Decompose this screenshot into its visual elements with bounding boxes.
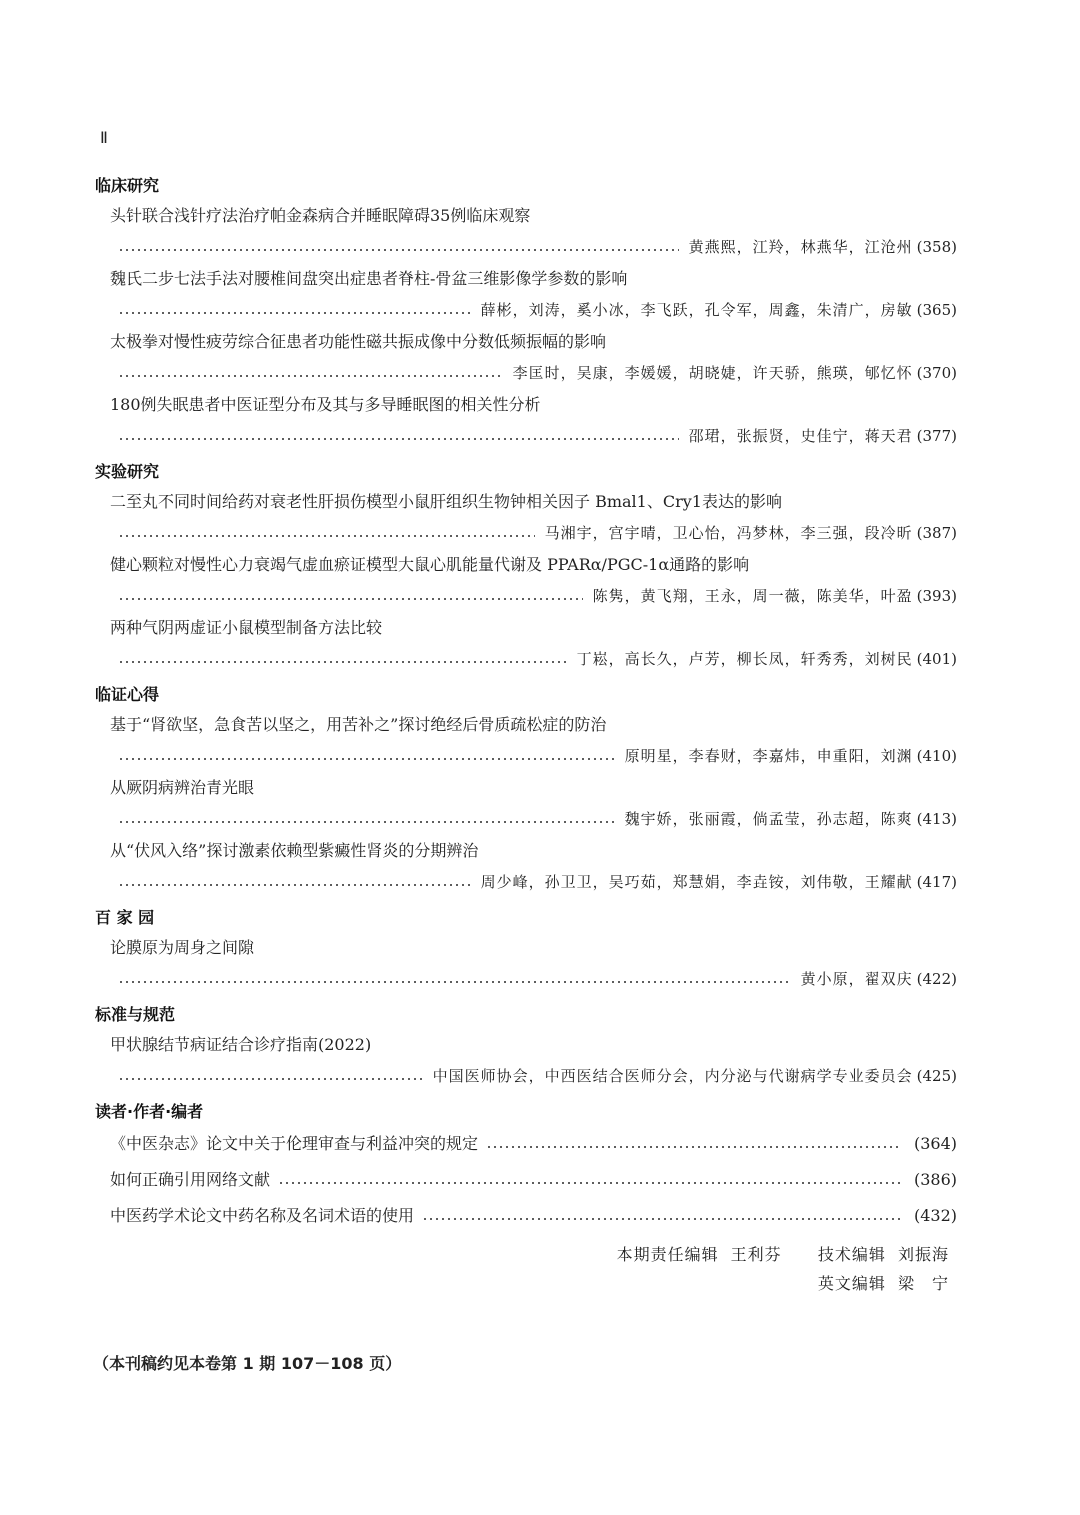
dot-leader [118,245,679,255]
section-clinical-research [95,172,957,452]
dot-leader [118,977,791,987]
entry-page: (365) [916,301,957,319]
dot-leader [118,594,583,604]
entry-authors: 邵珺，张振贤，史佳宁，蒋天君 [688,427,913,445]
dot-leader [422,1214,900,1224]
entry-page: (364) [913,1134,957,1153]
entry-page: (358) [916,238,957,256]
toc-entry[interactable] [110,326,957,389]
toc-entry[interactable] [110,549,957,612]
entry-title: 二至丸不同时间给药对衰老性肝损伤模型小鼠肝组织生物钟相关因子 Bmal1、Cry1表达的影响 [110,492,782,511]
section-title: 临床研究 [95,176,160,195]
entry-title: 健心颗粒对慢性心力衰竭气虚血瘀证模型大鼠心肌能量代谢及 PPARα/PGC-1α通路的影响 [110,555,750,574]
entry-title: 太极拳对慢性疲劳综合征患者功能性磁共振成像中分数低频振幅的影响 [110,332,607,351]
entry-title: 从厥阴病辨治青光眼 [110,778,255,797]
toc-entry[interactable] [110,1198,957,1234]
toc-entry[interactable] [110,263,957,326]
toc-entry[interactable] [110,932,957,995]
section-title: 读者·作者·编者 [95,1102,204,1121]
entry-title: 中医药学术论文中药名称及名词术语的使用 [110,1206,415,1225]
toc-entry[interactable] [110,709,957,772]
entry-title: 从“伏风入络”探讨激素依赖型紫癜性肾炎的分期辨治 [110,841,479,860]
section-title: 百 家 园 [95,908,155,927]
credits-line-2 [95,1269,949,1298]
toc-entry[interactable] [110,200,957,263]
dot-leader [118,308,471,318]
section-experimental-research [95,458,957,675]
entry-authors: 黄小原，翟双庆 [800,970,913,988]
entry-authors: 马湘宇，宫宇晴，卫心怡，冯梦林，李三强，段冷昕 [544,524,913,542]
toc-entry[interactable] [110,1126,957,1162]
credit-name: 王利芬 [730,1245,782,1264]
dot-leader [118,371,503,381]
credits-line-1 [95,1240,949,1269]
toc-entry[interactable] [110,486,957,549]
dot-leader [118,434,679,444]
entry-authors: 魏宇娇，张丽霞，倘孟莹，孙志超，陈爽 [624,810,913,828]
credit-label: 英文编辑 [817,1274,886,1293]
section-clinical-experience [95,681,957,898]
entry-page: (432) [913,1206,957,1225]
toc-entry[interactable] [110,1162,957,1198]
credit-name: 刘振海 [897,1245,949,1264]
dot-leader [118,817,615,827]
section-title: 标准与规范 [95,1005,176,1024]
dot-leader [118,657,567,667]
credit-label: 本期责任编辑 [616,1245,719,1264]
entry-page: (401) [916,650,957,668]
toc-entry[interactable] [110,835,957,898]
entry-title: 两种气阴两虚证小鼠模型制备方法比较 [110,618,383,637]
entry-title: 180例失眠患者中医证型分布及其与多导睡眠图的相关性分析 [110,395,541,414]
page-label: Ⅱ [100,130,109,147]
entry-title: 基于“肾欲坚，急食苦以坚之，用苦补之”探讨绝经后骨质疏松症的防治 [110,715,607,734]
entry-authors: 薛彬，刘涛，奚小冰，李飞跃，孔令军，周鑫，朱清广，房敏 [480,301,913,319]
section-title: 临证心得 [95,685,160,704]
entry-authors: 黄燕熙，江羚，林燕华，江沧州 [688,238,913,256]
credit-label: 技术编辑 [817,1245,886,1264]
entry-authors: 丁崧，高长久，卢芳，柳长凤，轩秀秀，刘树民 [576,650,913,668]
dot-leader [118,531,535,541]
submission-guide-note: （本刊稿约见本卷第 1 期 107－108 页） [93,1354,402,1373]
dot-leader [118,880,471,890]
entry-authors: 周少峰，孙卫卫，吴巧茹，郑慧娟，李垚铵，刘伟敬，王耀献 [480,873,913,891]
entry-title: 如何正确引用网络文献 [110,1170,271,1189]
entry-page: (425) [916,1067,957,1085]
entry-page: (387) [916,524,957,542]
entry-title: 魏氏二步七法手法对腰椎间盘突出症患者脊柱-骨盆三维影像学参数的影响 [110,269,628,288]
entry-page: (370) [916,364,957,382]
credit-name: 梁 宁 [897,1274,949,1293]
entry-page: (422) [916,970,957,988]
entry-page: (393) [916,587,957,605]
dot-leader [118,754,615,764]
entry-title: 甲状腺结节病证结合诊疗指南(2022) [110,1035,372,1054]
entry-title: 头针联合浅针疗法治疗帕金森病合并睡眠障碍35例临床观察 [110,206,531,225]
entry-title: 《中医杂志》论文中关于伦理审查与利益冲突的规定 [110,1134,479,1153]
entry-authors: 陈隽，黄飞翔，王永，周一薇，陈美华，叶盈 [592,587,913,605]
toc-entry[interactable] [110,772,957,835]
entry-title: 论膜原为周身之间隙 [110,938,255,957]
entry-page: (413) [916,810,957,828]
entry-page: (377) [916,427,957,445]
entry-authors: 原明星，李春财，李嘉炜，申重阳，刘渊 [624,747,913,765]
section-standards [95,1001,957,1092]
editor-credits [95,1240,957,1298]
entry-authors: 李匡时，吴康，李媛媛，胡晓婕，许天骄，熊瑛，郇忆怀 [512,364,913,382]
entry-page: (410) [916,747,957,765]
entry-page: (386) [913,1170,957,1189]
dot-leader [278,1178,900,1188]
dot-leader [486,1142,900,1152]
dot-leader [118,1074,423,1084]
section-forum [95,904,957,995]
section-title: 实验研究 [95,462,160,481]
table-of-contents [95,172,957,1298]
toc-entry[interactable] [110,389,957,452]
entry-authors: 中国医师协会，中西医结合医师分会，内分泌与代谢病学专业委员会 [432,1067,913,1085]
entry-page: (417) [916,873,957,891]
toc-entry[interactable] [110,1029,957,1092]
section-readers-authors-editors [95,1098,957,1234]
toc-entry[interactable] [110,612,957,675]
